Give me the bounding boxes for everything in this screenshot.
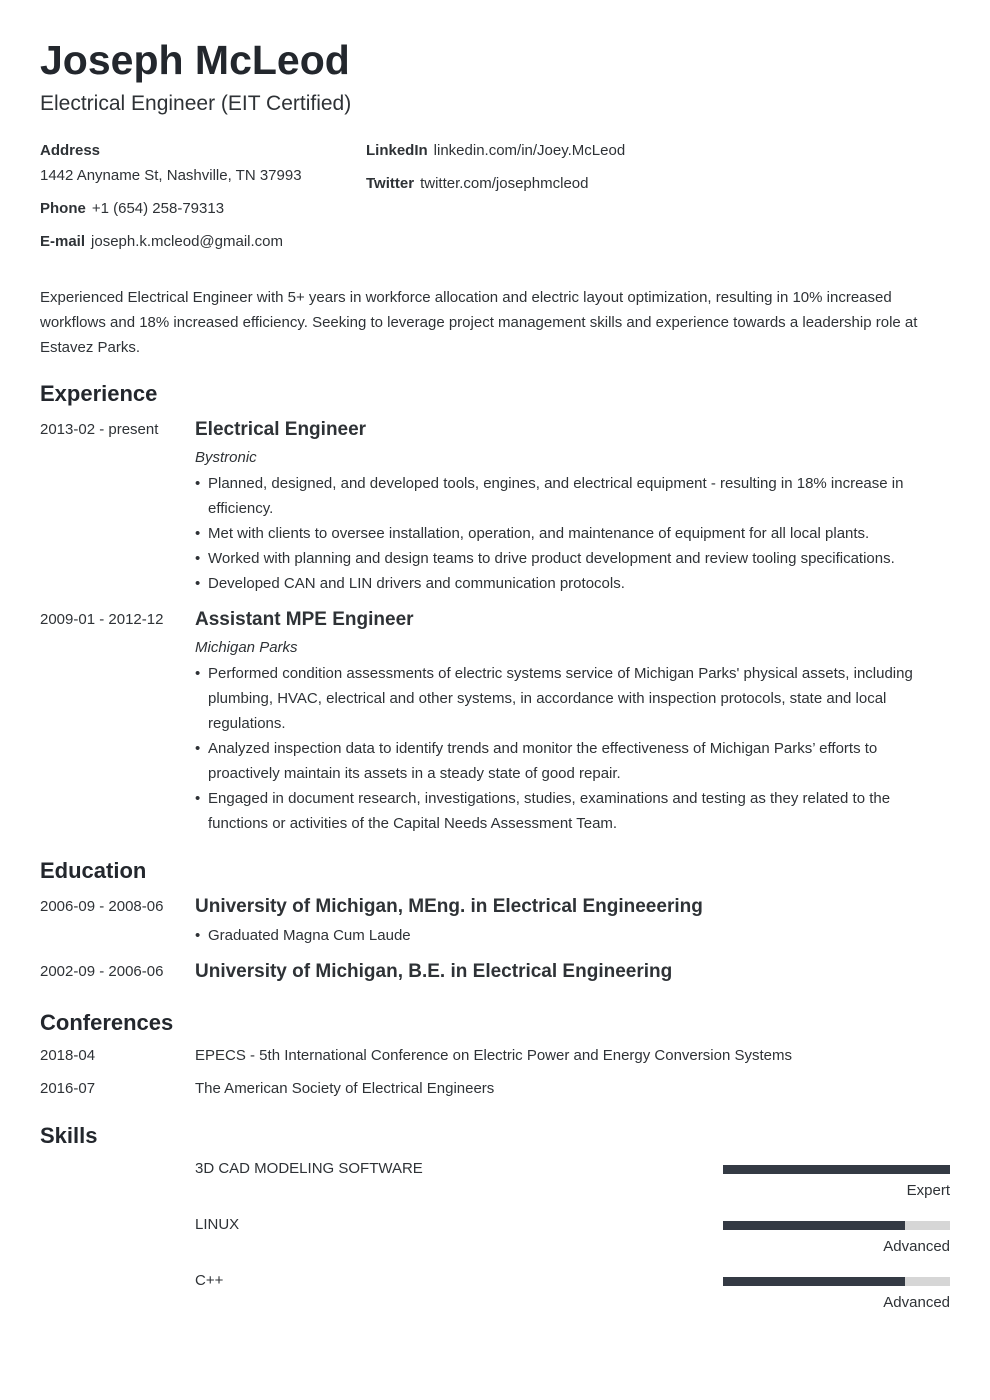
skill-proficiency-fill [723,1221,905,1230]
skill-item [195,1271,950,1321]
degree-title: University of Michigan, B.E. in Electrical Engineering [195,961,673,982]
entry-body [195,419,920,596]
job-title: Electrical Engineer [195,419,367,440]
phone-row [40,199,360,219]
company-name: Bystronic [195,449,257,466]
degree-title: University of Michigan, MEng. in Electrical Engineeering [195,896,703,917]
skill-level: Advanced [883,1294,950,1311]
conference-date: 2018-04 [40,1047,96,1064]
skill-proficiency-bar [723,1277,950,1286]
job-title: Assistant MPE Engineer [195,609,414,630]
skill-name: LINUX [195,1216,240,1233]
address-label: Address [40,142,101,159]
entry-date: 2002-09 - 2006-06 [40,963,164,980]
profile-summary: Experienced Electrical Engineer with 5+ years in workforce allocation and electric layout optimization, resulting in 10% increased workflows and 18% increased efficiency. Seeking to leverage project management skills and experience towards a leadership role at Estavez Parks. [40,289,918,356]
candidate-name: Joseph McLeod [40,37,350,83]
skill-proficiency-bar [723,1221,950,1230]
education-notes [195,923,920,948]
email-row [40,232,360,252]
education-note-item: • Graduated Magna Cum Laude [195,923,920,948]
entry-body [195,609,920,836]
skill-item [195,1215,950,1265]
conference-date: 2016-07 [40,1080,96,1097]
duty-item: • Worked with planning and design teams to drive product development and review tooling specifications. [195,546,920,571]
email-label: E-mail [40,233,86,250]
twitter-label: Twitter [366,175,415,192]
experience-heading: Experience [40,381,158,406]
duty-item: • Planned, designed, and developed tools, engines, and electrical equipment - resulting in 18% increase in efficiency. [195,471,920,521]
skill-level: Advanced [883,1238,950,1255]
twitter-value: twitter.com/josephmcleod [420,175,589,192]
duty-item: • Analyzed inspection data to identify trends and monitor the effectiveness of Michigan Parks’ efforts to proactively maintain its assets in a steady state of good repair. [195,736,920,786]
duty-list [195,471,920,596]
entry-date: 2013-02 - present [40,421,159,438]
twitter-row [366,174,766,194]
candidate-headline: Electrical Engineer (EIT Certified) [40,92,352,115]
entry-date: 2006-09 - 2008-06 [40,898,164,915]
duty-item: • Developed CAN and LIN drivers and communication protocols. [195,571,920,596]
email-value: joseph.k.mcleod@gmail.com [91,233,283,250]
skill-name: C++ [195,1272,224,1289]
duty-item: • Met with clients to oversee installation, operation, and maintenance of equipment for all local plants. [195,521,920,546]
duty-item: • Engaged in document research, investigations, studies, examinations and testing as they related to the functions or activities of the Capital Needs Assessment Team. [195,786,920,836]
conference-name: EPECS - 5th International Conference on Electric Power and Energy Conversion Systems [195,1047,792,1064]
duty-item: • Performed condition assessments of electric systems service of Michigan Parks' physical assets, including plumbing, HVAC, electrical and other systems, in accordance with inspection protocols, state and local regulations. [195,661,920,736]
skill-level: Expert [906,1182,950,1199]
skill-proficiency-fill [723,1277,905,1286]
duty-list [195,661,920,836]
conference-name: The American Society of Electrical Engineers [195,1080,495,1097]
phone-value: +1 (654) 258-79313 [91,200,225,217]
skill-proficiency-bar [723,1165,950,1174]
skill-item [195,1159,950,1209]
skill-name: 3D CAD MODELING SOFTWARE [195,1160,423,1177]
address-value: 1442 Anyname St, Nashville, TN 37993 [40,167,302,184]
phone-label: Phone [40,200,86,217]
education-heading: Education [40,858,147,883]
entry-date: 2009-01 - 2012-12 [40,611,164,628]
entry-body [195,961,920,983]
entry-body [195,896,920,948]
linkedin-label: LinkedIn [366,142,428,159]
linkedin-value: linkedin.com/in/Joey.McLeod [433,142,626,159]
contact-block-right [366,141,766,194]
skills-heading: Skills [40,1123,98,1148]
company-name: Michigan Parks [195,639,298,656]
skill-proficiency-fill [723,1165,950,1174]
conferences-heading: Conferences [40,1010,174,1035]
linkedin-row [366,141,766,161]
contact-block-left [40,141,360,252]
